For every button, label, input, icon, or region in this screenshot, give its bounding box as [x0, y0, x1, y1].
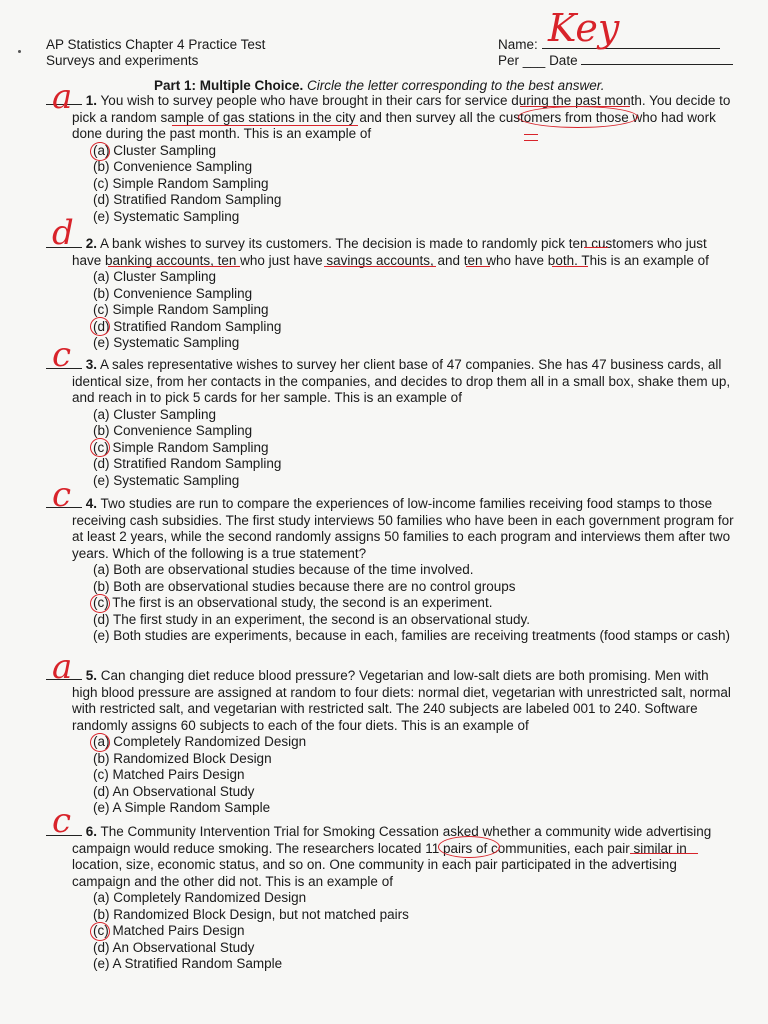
red-underline — [524, 140, 538, 141]
answer-circle — [90, 142, 110, 161]
answer-circle — [90, 733, 110, 752]
per-label: Per ___ — [498, 53, 546, 68]
red-underline — [584, 247, 608, 248]
handwritten-answer: d — [52, 213, 74, 253]
answer-circle — [90, 922, 110, 941]
name-label: Name: — [498, 37, 538, 52]
part-title-italic: Circle the letter corresponding to the best answer. — [307, 78, 605, 93]
option: (c) Simple Random Sampling — [93, 302, 269, 318]
scan-speck — [18, 50, 21, 53]
handwritten-answer: c — [52, 801, 72, 841]
header-left — [46, 37, 265, 69]
option: (b) Convenience Sampling — [93, 423, 253, 439]
options-list — [46, 734, 736, 817]
question-2 — [46, 235, 736, 352]
test-subtitle: Surveys and experiments — [46, 53, 199, 68]
option: (c) Simple Random Sampling — [93, 439, 269, 455]
red-underline — [172, 125, 358, 126]
question-text: A sales representative wishes to survey her client base of 47 companies. She has 47 business cards, all identical size, from her contacts in the companies, and decides to drop them all in a small box, shake them up, and reach in to pick 5 cards for her sample. This is an example of — [72, 357, 731, 405]
key-handwriting: Key — [548, 6, 620, 50]
option: (d) An Observational Study — [93, 783, 255, 799]
option: (d) Stratified Random Sampling — [93, 456, 282, 472]
date-line — [581, 64, 733, 65]
option: (a) Completely Randomized Design — [93, 890, 307, 905]
option: (e) Systematic Sampling — [93, 335, 240, 351]
part-title — [154, 78, 604, 93]
option: (e) Systematic Sampling — [93, 208, 240, 224]
question-3 — [46, 356, 736, 489]
question-stem — [46, 356, 736, 407]
handwritten-answer: a — [52, 647, 73, 687]
question-text: You wish to survey people who have brought in their cars for service during the past month. You decide to pick a random sample of gas stations in the city and then survey all the customers from those who had work done during the past month. This is an example of — [72, 93, 731, 141]
options-list — [46, 407, 736, 490]
options-list — [46, 890, 736, 973]
question-number: 5. — [85, 668, 98, 683]
option: (e) A Stratified Random Sample — [93, 956, 283, 972]
option: (e) A Simple Random Sample — [93, 800, 271, 816]
phrase-circle — [438, 836, 500, 858]
option: (a) Completely Randomized Design — [93, 734, 307, 749]
option: (a) Cluster Sampling — [93, 406, 217, 422]
handwritten-answer: c — [52, 475, 72, 515]
option: (c) Matched Pairs Design — [93, 923, 245, 939]
question-4 — [46, 495, 736, 645]
question-number: 1. — [85, 93, 98, 108]
question-number: 3. — [85, 357, 98, 372]
question-stem — [46, 495, 736, 562]
red-underline — [552, 266, 588, 267]
handwritten-answer: a — [52, 77, 73, 117]
option: (b) Convenience Sampling — [93, 285, 253, 301]
red-underline — [466, 266, 490, 267]
option: (a) Cluster Sampling — [93, 269, 217, 284]
question-stem — [46, 667, 736, 734]
option: (b) Randomized Block Design — [93, 750, 272, 766]
question-number: 6. — [85, 824, 98, 839]
option: (e) Systematic Sampling — [93, 472, 240, 488]
option: (a) Both are observational studies because of the time involved. — [93, 562, 474, 577]
question-text: A bank wishes to survey its customers. The decision is made to randomly pick ten customers who just have banking accounts, ten who just have savings accounts, and ten who have both. This is an example of — [72, 236, 709, 268]
test-title: AP Statistics Chapter 4 Practice Test — [46, 37, 266, 52]
option: (c) Simple Random Sampling — [93, 175, 269, 191]
answer-circle — [90, 317, 110, 336]
question-number: 4. — [85, 496, 98, 511]
question-stem — [46, 235, 736, 269]
answer-circle — [90, 594, 110, 613]
question-number: 2. — [85, 236, 98, 251]
options-list — [46, 269, 736, 352]
red-underline — [630, 853, 698, 854]
per-date-row — [498, 53, 733, 69]
option: (a) Cluster Sampling — [93, 142, 217, 158]
question-stem — [46, 823, 736, 890]
question-text: Can changing diet reduce blood pressure? Vegetarian and low-salt diets are both promising. Men with high blood pressure are assigned at random to four diets: normal diet, vegetarian with unrestricted salt, normal with restricted salt, and vegetarian with restricted salt. The 240 subjects are labeled 001 to 240. Software randomly assigns 60 subjects to each of the four diets. This is an example of — [72, 668, 731, 733]
answer-circle — [90, 438, 110, 457]
option: (b) Randomized Block Design, but not matched pairs — [93, 906, 409, 922]
options-list — [46, 562, 736, 645]
date-label: Date — [549, 53, 578, 68]
red-underline — [324, 266, 436, 267]
question-5 — [46, 667, 736, 817]
question-text: The Community Intervention Trial for Smoking Cessation asked whether a community wide advertising campaign would reduce smoking. The researchers located 11 pairs of communities, each pair similar in location, size, economic status, and so on. One community in each pair participated in the advertising campaign and the other did not. This is an example of — [72, 824, 712, 889]
option: (b) Convenience Sampling — [93, 159, 253, 175]
option: (e) Both studies are experiments, because in each, families are receiving treatments (food stamps or cash) — [93, 628, 731, 644]
red-underline — [524, 134, 538, 135]
question-6 — [46, 823, 736, 973]
option: (d) The first study in an experiment, the second is an observational study. — [93, 611, 530, 627]
red-underline — [216, 266, 240, 267]
option: (d) An Observational Study — [93, 939, 255, 955]
options-list — [46, 143, 736, 226]
handwritten-answer: c — [52, 335, 72, 375]
option: (d) Stratified Random Sampling — [93, 192, 282, 208]
question-text: Two studies are run to compare the experiences of low-income families receiving food stamps to those receiving cash subsidies. The first study interviews 50 families who have been in each government program for at least 2 years, while the second randomly assigns 50 families to each program and interviews them after two years. Which of the following is a true statement? — [72, 496, 734, 561]
option: (b) Both are observational studies because there are no control groups — [93, 578, 516, 594]
option: (c) Matched Pairs Design — [93, 767, 245, 783]
phrase-circle — [518, 106, 638, 128]
red-underline — [108, 266, 220, 267]
red-underline — [520, 106, 630, 107]
option: (d) Stratified Random Sampling — [93, 318, 282, 334]
option: (c) The first is an observational study, the second is an experiment. — [93, 595, 493, 611]
part-title-bold: Part 1: Multiple Choice. — [154, 78, 304, 93]
